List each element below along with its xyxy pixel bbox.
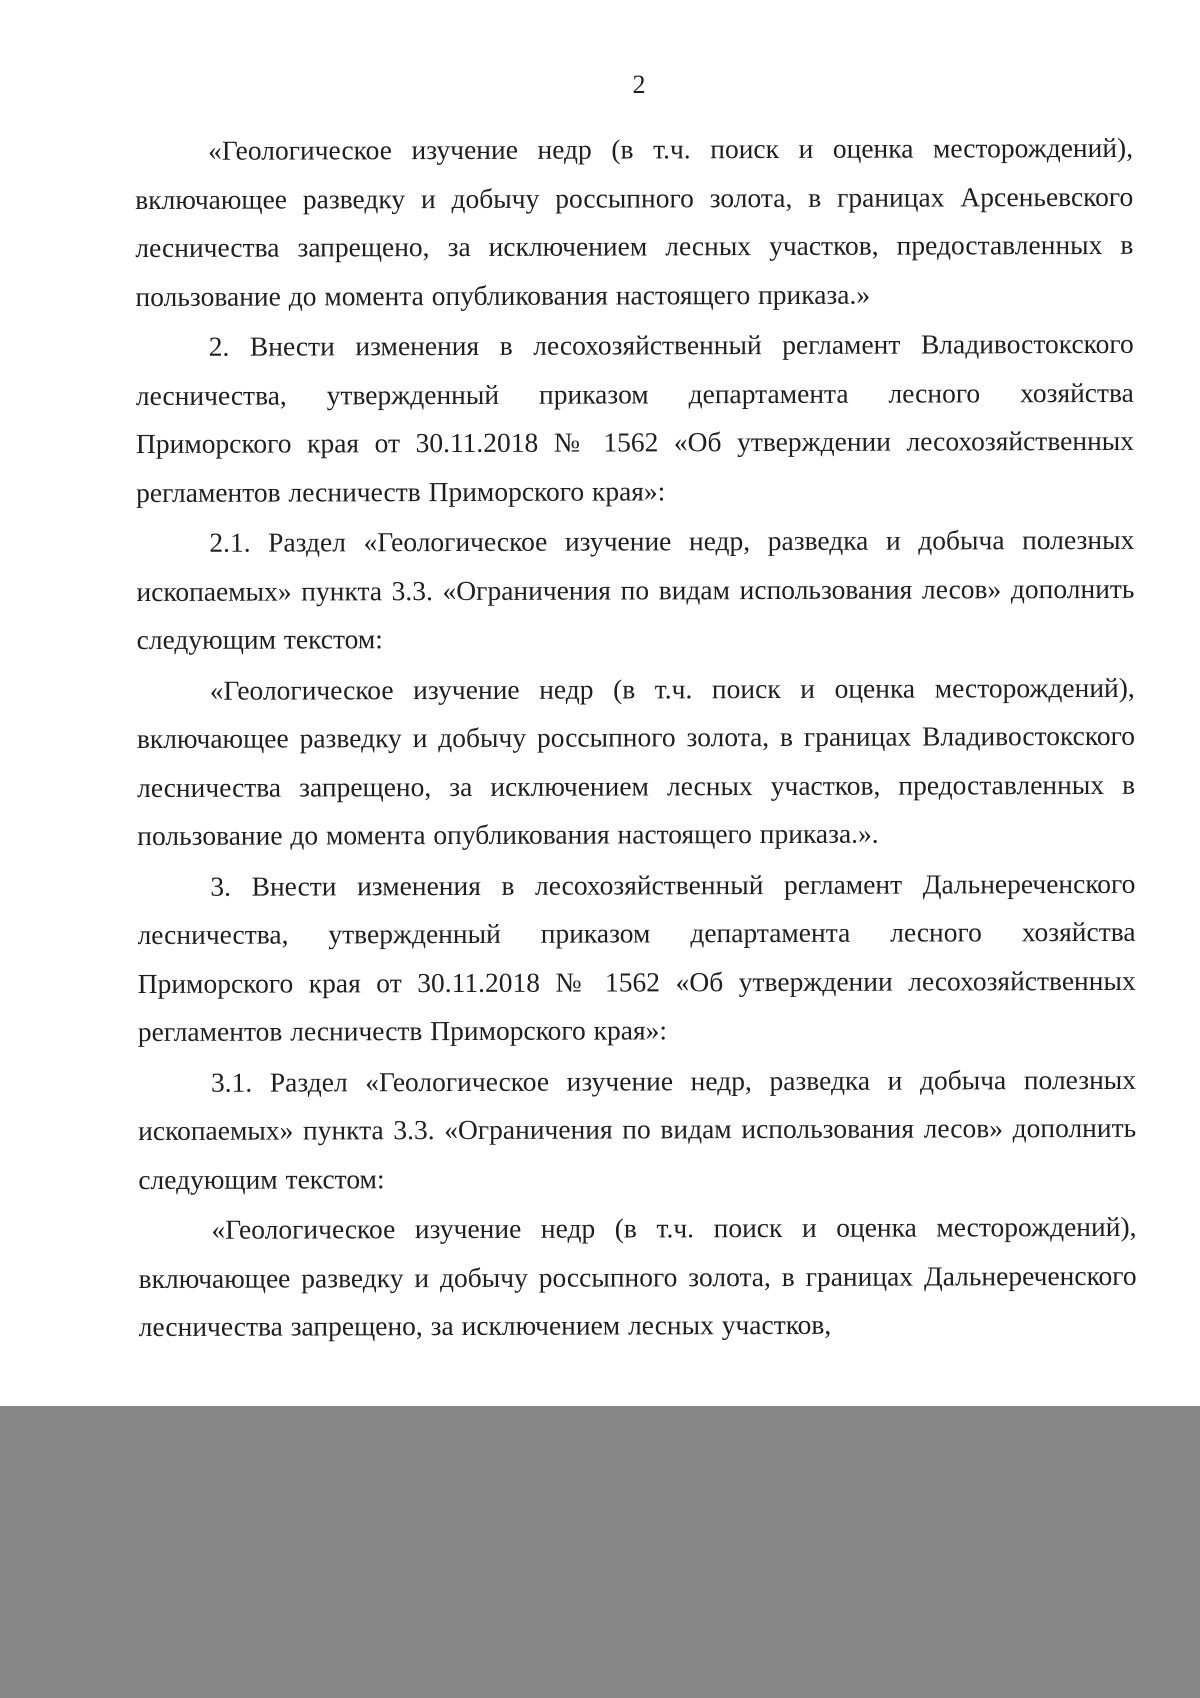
paragraph-arsenyevsky-quote: «Геологическое изучение недр (в т.ч. поиск и оценка месторождений), включающее разведку и добычу россыпного золота, в границах Арсеньевского лесничества запрещено, за исключением лесных участков, предоставленных в пользование до момента опубликования настоящего приказа.» xyxy=(135,131,1134,312)
paragraph-vladivostok-quote: «Геологическое изучение недр (в т.ч. поиск и оценка месторождений), включающее разведку и добычу россыпного золота, в границах Владивостокского лесничества запрещено, за исключением лесных участков, предоставленных в пользование до момента опубликования настоящего приказа.». xyxy=(136,671,1136,851)
paragraph-item-3-1: 3.1. Раздел «Геологическое изучение недр, разведка и добыча полезных ископаемых» пункта 3.3. «Ограничения по видам использования лесов» дополнить следующим текстом: xyxy=(138,1063,1137,1195)
document-body xyxy=(135,124,1137,1406)
document-text-clip xyxy=(135,124,1137,1406)
paragraph-item-3: 3. Внести изменения в лесохозяйственный регламент Дальнереченского лесничества, утвержденный приказом департамента лесного хозяйства Приморского края от 30.11.2018 № 1562 «Об утверждении лесохозяйственных регламентов лесничеств Приморского края»: xyxy=(137,867,1136,1047)
gray-overlay-band xyxy=(0,1406,1200,1698)
paragraph-item-2-1: 2.1. Раздел «Геологическое изучение недр, разведка и добыча полезных ископаемых» пункта 3.3. «Ограничения по видам использования лесов» дополнить следующим текстом: xyxy=(136,523,1135,655)
paragraph-item-2: 2. Внести изменения в лесохозяйственный регламент Владивостокского лесничества, утвержденный приказом департамента лесного хозяйства Приморского края от 30.11.2018 № 1562 «Об утверждении лесохозяйственных регламентов лесничеств Приморского края»: xyxy=(135,327,1135,508)
paragraph-dalnerechensk-quote: «Геологическое изучение недр (в т.ч. поиск и оценка месторождений), включающее разведку и добычу россыпного золота, в границах Дальнереченского лесничества запрещено, за исключением лесных участков, xyxy=(138,1210,1137,1342)
page-number: 2 xyxy=(632,70,646,99)
